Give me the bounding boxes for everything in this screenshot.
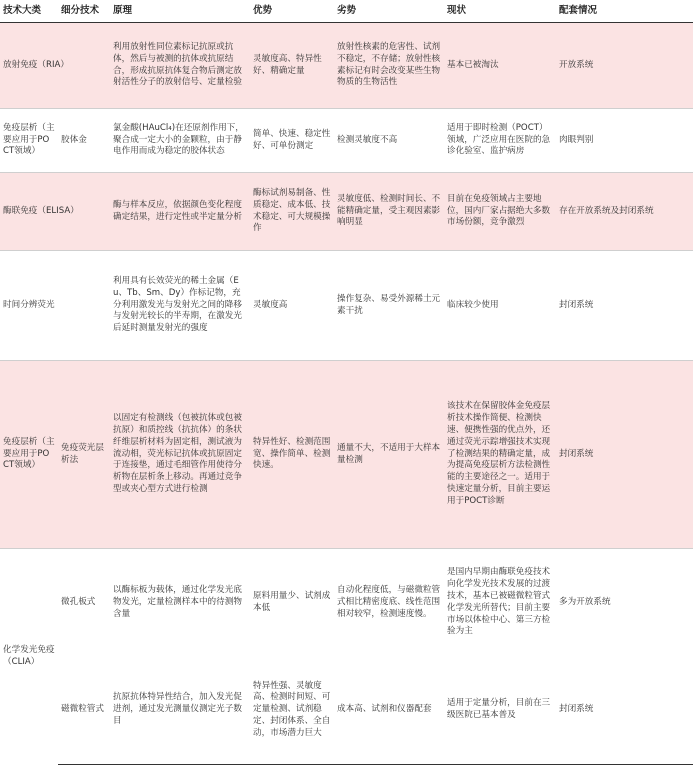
status-cell: 是国内早期由酶联免疫技术向化学发光技术发展的过渡技术，基本已被磁微粒管式化学发光所替代；目前主要市场以体检中心、第三方检验为主	[447, 567, 551, 637]
advantage-cell: 简单、快速、稳定性好、可单份测定	[250, 109, 334, 173]
principle-cell: 抗原抗体特异性结合，加入发光促进剂，通过发光测量仪测定光子数目	[110, 657, 250, 765]
disadvantage-cell: 操作复杂、易受外源稀土元素干扰	[334, 251, 444, 361]
system-cell: 封闭系统	[556, 251, 693, 361]
tech-cell: 化学发光免疫（CLIA）	[3, 644, 55, 667]
system-cell: 多为开放系统	[559, 596, 611, 607]
disadvantage-cell: 通量不大，不适用于大样本量检测	[334, 361, 444, 549]
table-row	[0, 361, 693, 549]
disadvantage-cell: 灵敏度低、检测时间长、不能精确定量，受主观因素影响明显	[334, 173, 444, 251]
tech-cell: 免疫层析（主要应用于POCT领域）	[0, 361, 58, 549]
advantage-cell: 灵敏度高	[250, 251, 334, 361]
system-cell: 存在开放系统及封闭系统	[556, 173, 693, 251]
tech-cell: 酶联免疫（ELISA）	[0, 173, 110, 251]
status-cell: 基本已被淘汰	[444, 23, 556, 109]
header-tech: 技术大类	[0, 0, 58, 23]
principle-cell: 酶与样本反应，依据颜色变化程度确定结果，进行定性或半定量分析	[110, 173, 250, 251]
table-row	[0, 657, 693, 765]
sub-tech-cell: 胶体金	[58, 109, 110, 173]
principle-cell: 以酶标板为载体，通过化学发光底物发光，定量检测样本中的待测物含量	[113, 584, 242, 619]
system-cell: 开放系统	[556, 23, 693, 109]
advantage-cell: 特异性好、检测范围宽、操作简单、检测快速。	[250, 361, 334, 549]
tech-cell: 放射免疫（RIA）	[0, 23, 110, 109]
table-row	[0, 173, 693, 251]
status-cell: 目前在免疫领域占主要地位，国内厂家占据绝大多数市场份额，竞争激烈	[444, 173, 556, 251]
disadvantage-cell: 成本高、试剂和仪器配套	[334, 657, 444, 765]
system-cell: 肉眼判别	[556, 109, 693, 173]
principle-cell: 以固定有检测线（包被抗体或包被抗原）和质控线（抗抗体）的条状纤维层析材料为固定相，测试液为流动相，荧光标记抗体或抗原固定于连接垫，通过毛细管作用使待分析物在层析条上移动。再通过竞争型或夹心型方式进行检测	[110, 361, 250, 549]
status-cell: 临床较少使用	[444, 251, 556, 361]
status-cell: 适用于定量分析，目前在三级医院已基本普及	[444, 657, 556, 765]
disadvantage-cell: 放射性核素的危害性、试剂不稳定，不存储；放射性核素标记有时会改变某些生物物质的生物活性	[334, 23, 444, 109]
header-status: 现状	[444, 0, 556, 23]
tech-cell: 时间分辨荧光	[0, 251, 110, 361]
sub-tech-cell: 微孔板式	[61, 596, 96, 607]
sub-tech-cell: 磁微粒管式	[58, 657, 110, 765]
principle-cell: 利用放射性同位素标记抗原或抗体，然后与被测的抗体或抗原结合，形成抗原抗体复合物后测定放射活性分子的放射信号、定量检验	[110, 23, 250, 109]
advantage-cell: 灵敏度高、特异性好、精确定量	[250, 23, 334, 109]
status-cell: 适用于即时检测（POCT）领域，广泛应用在医院的急诊化验室、监护病房	[444, 109, 556, 173]
advantage-cell: 酶标试剂易制备、性质稳定、成本低、技术稳定、可大规模操作	[250, 173, 334, 251]
header-advantage: 优势	[250, 0, 334, 23]
principle-cell: 氯金酸(HAuCl₄)在还原剂作用下，聚合成一定大小的金颗粒，由于静电作用而成为稳定的胶体状态	[110, 109, 250, 173]
disadvantage-cell: 自动化程度低，与磁微粒管式相比精密度底、线性范围相对较窄，检测速度慢。	[337, 584, 441, 619]
header-system: 配套情况	[556, 0, 693, 23]
table-row	[0, 251, 693, 361]
header-sub: 细分技术	[58, 0, 110, 23]
advantage-cell: 原料用量少、试剂成本低	[253, 590, 331, 613]
principle-cell: 利用具有长效荧光的稀土金属（Eu、Tb、Sm、Dy）作标记物，充分利用激发光与发射光之间的降移与发射光较长的半寿期，在激发光后延时测量发射光的强度	[110, 251, 250, 361]
system-cell: 封闭系统	[556, 657, 693, 765]
disadvantage-cell: 检测灵敏度不高	[334, 109, 444, 173]
sub-tech-cell: 免疫荧光层析法	[58, 361, 110, 549]
system-cell: 封闭系统	[556, 361, 693, 549]
header-disadvantage: 劣势	[334, 0, 444, 23]
tech-cell: 免疫层析（主要应用于POCT领域）	[0, 109, 58, 173]
advantage-cell: 特异性强、灵敏度高、检测时间短、可定量检测、试剂稳定、封闭体系、全自动，市场潜力巨大	[250, 657, 334, 765]
status-cell: 该技术在保留胶体金免疫层析技术操作简便、检测快速、便携性强的优点外，还通过荧光示踪增强技术实现了检测结果的精确定量，成为提高免疫层析方法检测性能的主要途径之一。适用于快速定量分析，目前主要运用于POCT诊断	[444, 361, 556, 549]
table-row	[0, 549, 693, 657]
table-row	[0, 109, 693, 173]
header-row	[0, 0, 693, 23]
header-principle: 原理	[110, 0, 250, 23]
table-row	[0, 23, 693, 109]
